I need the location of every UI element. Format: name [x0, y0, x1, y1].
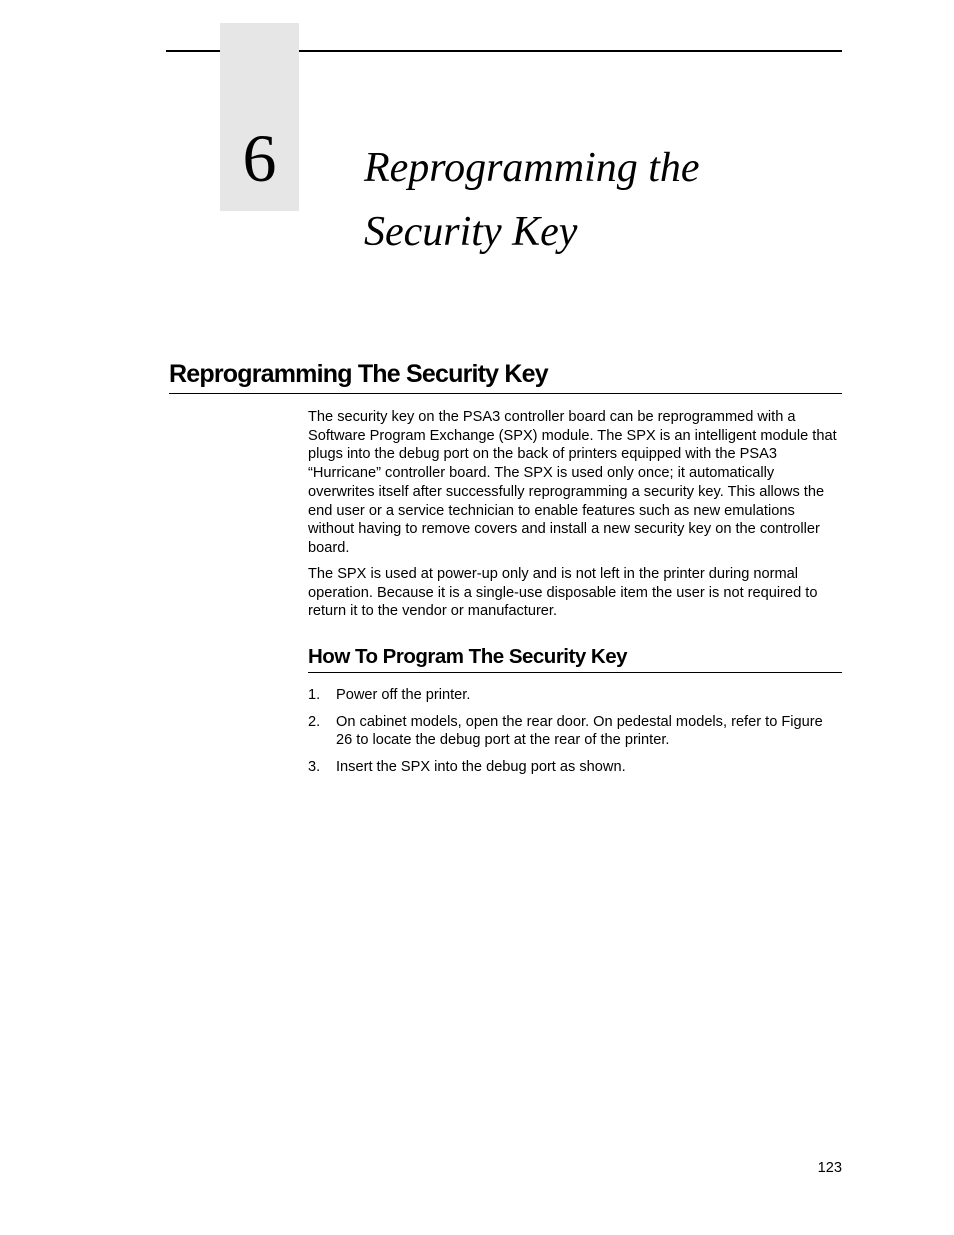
procedure-steps-list: [308, 686, 842, 785]
step-text: On cabinet models, open the rear door. On pedestal models, refer to Figure 26 to locate the debug port at the rear of the printer.: [336, 713, 823, 749]
body-paragraph-1: [308, 408, 842, 558]
subsection-heading: How To Program The Security Key: [308, 643, 842, 673]
step-number: 3.: [308, 759, 321, 776]
chapter-number: 6: [242, 120, 277, 196]
chapter-title: [364, 136, 844, 264]
list-item: [308, 713, 842, 750]
list-item: [308, 686, 842, 705]
page-number: 123: [817, 1160, 842, 1176]
chapter-title-line-1: Reprogramming the: [364, 145, 700, 191]
paragraph-text: The SPX is used at power-up only and is not left in the printer during normal operation. Because it is a single-use disposable item the user is not required to return it to the vendor or manufacturer.: [308, 566, 818, 620]
section-heading: Reprogramming The Security Key: [169, 357, 842, 394]
step-text: Power off the printer.: [336, 687, 471, 703]
body-paragraph-2: [308, 565, 842, 621]
list-item: [308, 758, 842, 777]
step-text: Insert the SPX into the debug port as shown.: [336, 759, 626, 776]
chapter-title-line-2: Security Key: [364, 209, 578, 255]
paragraph-text: The security key on the PSA3 controller board can be reprogrammed with a Software Program Exchange (SPX) module. The SPX is an intelligent module that plugs into the debug port on the back of printers equipped with the PSA3 “Hurricane” controller board. The SPX is used only once; it automatically overwrites itself after successfully reprogramming a security key. This allows the end user or a service technician to enable features such as new emulations without having to remove covers and install a new security key on the controller board.: [308, 409, 837, 556]
step-number: 2.: [308, 713, 321, 730]
step-number: 1.: [308, 687, 321, 703]
